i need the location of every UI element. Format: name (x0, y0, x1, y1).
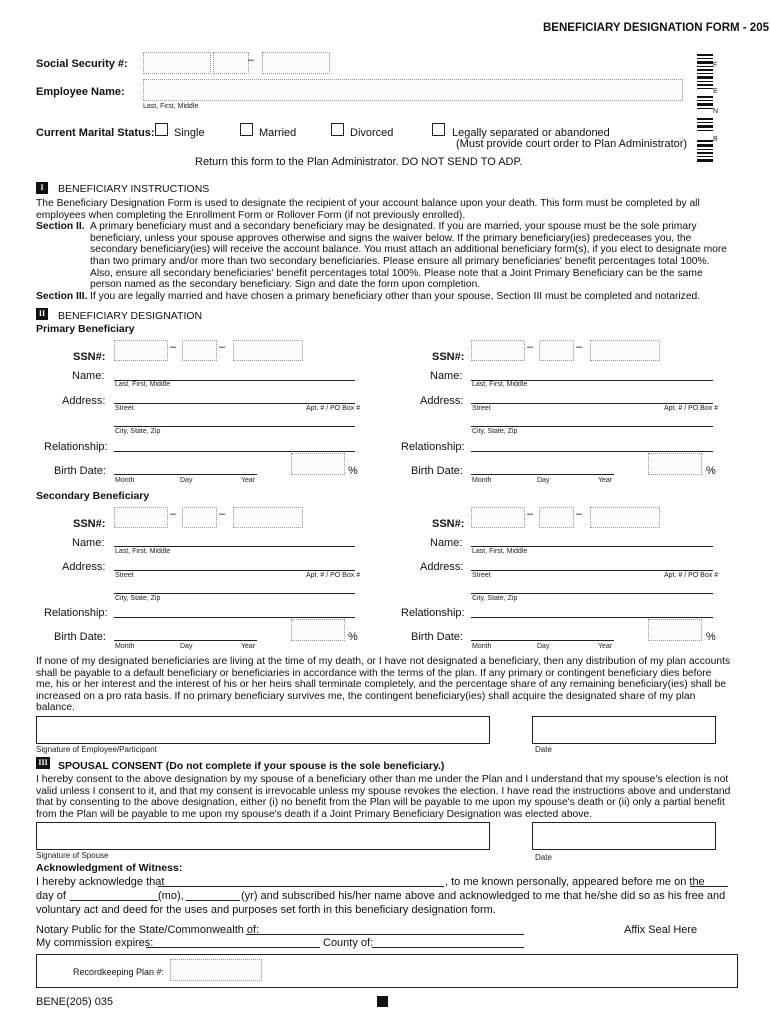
percent-sign: % (706, 631, 716, 643)
section-1-badge: I (36, 182, 48, 194)
ssn-field-part1[interactable] (114, 507, 168, 528)
relationship-label: Relationship: (44, 607, 108, 619)
percent-sign: % (706, 465, 716, 477)
affix-seal-label: Affix Seal Here (624, 924, 698, 936)
recordkeeping-box (36, 954, 738, 988)
birth-date-field[interactable] (114, 640, 257, 641)
section-3-text: If you are legally married and have chosen a primary beneficiary other than your spouse, Section III must be completed and notarized. (90, 290, 701, 302)
default-clause: increased on a pro rata basis. If no primary beneficiary survives me, the contingent beneficiary(ies) shall acquire the designated share of my plan (36, 690, 696, 702)
section-2-label: Section II. (36, 221, 85, 233)
birth-date-field[interactable] (471, 474, 614, 475)
name-hint: Last, First, Middle (472, 548, 528, 555)
birth-date-label: Birth Date: (54, 465, 106, 477)
section-3-label: Section III. (36, 290, 88, 302)
birth-date-label: Birth Date: (54, 631, 106, 643)
ssn-field-part2[interactable] (539, 340, 574, 361)
city-field[interactable] (114, 593, 355, 594)
ssn-field-part2[interactable] (182, 340, 217, 361)
relationship-field[interactable] (114, 451, 355, 452)
single-checkbox[interactable] (155, 123, 168, 136)
name-field[interactable] (114, 546, 355, 547)
default-clause: balance. (36, 702, 75, 714)
barcode-letter: F (713, 62, 718, 69)
witness-line1-end: , to me known personally, appeared before me on the (445, 876, 705, 888)
ssn-label: Social Security #: (36, 58, 128, 70)
birth-date-label: Birth Date: (411, 465, 463, 477)
street-field[interactable] (471, 570, 713, 571)
default-clause: If none of my designated beneficiaries are living at the time of my death, or I have not designated a beneficiary, then any distribution of my plan accounts (36, 656, 731, 667)
separated-label: Legally separated or abandoned (452, 127, 610, 139)
year-hint: Year (241, 643, 256, 650)
name-field[interactable] (471, 546, 713, 547)
ssn-dash: – (170, 508, 177, 520)
day-hint: Day (180, 643, 193, 650)
ssn-field-part3[interactable] (590, 507, 660, 528)
ssn-field-part2[interactable] (539, 507, 574, 528)
street-hint: Street (472, 405, 491, 412)
relationship-label: Relationship: (401, 607, 465, 619)
relationship-label: Relationship: (401, 441, 465, 453)
witness-line2-start: day of (36, 890, 66, 902)
spousal-consent-title: SPOUSAL CONSENT (Do not complete if your spouse is the sole beneficiary.) (58, 760, 445, 772)
relationship-field[interactable] (471, 617, 713, 618)
month-hint: Month (115, 643, 135, 650)
apt-hint: Apt. # / PO Box # (664, 572, 719, 579)
spouse-date-label: Date (535, 853, 552, 862)
separated-checkbox[interactable] (432, 123, 445, 136)
ssn-field-part1[interactable] (471, 340, 525, 361)
city-hint: City, State, Zip (115, 595, 161, 602)
barcode-letter: E (713, 88, 718, 95)
address-label: Address: (420, 395, 464, 407)
city-field[interactable] (471, 593, 713, 594)
ssn-dash: – (170, 341, 177, 353)
witness-line2-end: (yr) and subscribed his/her name above and acknowledged to me that he/she did so as his free and (241, 890, 726, 902)
notary-state-field[interactable] (246, 934, 524, 935)
default-clause: shall be payable to a default beneficiary or beneficiaries in accordance with the terms of the plan. If any primary or contingent beneficiary dies before (36, 667, 712, 679)
married-checkbox[interactable] (240, 123, 253, 136)
percent-field[interactable] (648, 453, 702, 475)
spouse-date-box[interactable] (532, 822, 716, 850)
percent-sign: % (348, 631, 358, 643)
city-hint: City, State, Zip (115, 428, 161, 435)
ssn-dash: – (219, 508, 226, 520)
ssn-label: SSN#: (73, 518, 106, 530)
employee-date-label: Date (535, 745, 552, 754)
witness-person-name-field[interactable] (158, 886, 444, 887)
divorced-label: Divorced (350, 127, 394, 139)
employee-signature-label: Signature of Employee/Participant (36, 745, 157, 754)
address-label: Address: (62, 395, 106, 407)
street-field[interactable] (114, 570, 355, 571)
divorced-checkbox[interactable] (331, 123, 344, 136)
commission-label: My commission expires: (36, 937, 154, 949)
witness-line3: voluntary act and deed for the uses and purposes set forth in this beneficiary designation form. (36, 904, 496, 916)
relationship-field[interactable] (471, 451, 713, 452)
street-hint: Street (115, 405, 134, 412)
employee-name-hint: Last, First, Middle (143, 103, 199, 110)
barcode-letter: B (713, 136, 718, 143)
county-label: County of: (323, 937, 374, 949)
designation-title: BENEFICIARY DESIGNATION (58, 310, 203, 322)
witness-year-field[interactable] (186, 900, 240, 901)
address-label: Address: (62, 561, 106, 573)
ssn-label: SSN#: (432, 351, 465, 363)
street-field[interactable] (114, 403, 355, 404)
instructions-intro-1: The Beneficiary Designation Form is used to designate the recipient of your account balance upon your death. This form must be completed by all (36, 198, 700, 209)
employee-signature-box[interactable] (36, 716, 490, 744)
return-note: Return this form to the Plan Administrator. DO NOT SEND TO ADP. (195, 156, 523, 168)
spousal-consent-text: that by consenting to the above designation, either (i) no benefit from the Plan will be payable to me upon my spouse's death or (ii) only a partial benefit (36, 797, 725, 809)
name-label: Name: (430, 370, 463, 382)
name-hint: Last, First, Middle (115, 381, 171, 388)
month-hint: Month (115, 477, 135, 484)
separated-note: (Must provide court order to Plan Administrator) (456, 138, 688, 150)
percent-sign: % (348, 465, 358, 477)
year-hint: Year (598, 477, 613, 484)
witness-heading: Acknowledgment of Witness: (36, 862, 183, 874)
birth-date-label: Birth Date: (411, 631, 463, 643)
name-hint: Last, First, Middle (115, 548, 171, 555)
witness-day-field[interactable] (690, 886, 728, 887)
employee-ssn-part3[interactable] (262, 52, 330, 74)
section-3-badge: III (36, 757, 50, 769)
ssn-field-part1[interactable] (471, 507, 525, 528)
county-field[interactable] (372, 947, 524, 948)
day-hint: Day (537, 643, 550, 650)
section-2-text: Also, ensure all secondary beneficiaries' benefit percentages total 100%. Please note that a Joint Primary Beneficiary can be the same (90, 267, 703, 279)
form-code: BENE(205) 035 (36, 996, 114, 1008)
witness-mo-label: (mo), (158, 890, 184, 902)
ssn-dash: – (576, 508, 583, 520)
ssn-field-part3[interactable] (590, 340, 660, 361)
section-2-badge: II (36, 308, 48, 320)
ssn-dash: – (527, 508, 534, 520)
secondary-heading: Secondary Beneficiary (36, 490, 150, 502)
name-label: Name: (72, 370, 105, 382)
form-title: BENEFICIARY DESIGNATION FORM - 205 (543, 22, 769, 34)
name-hint: Last, First, Middle (472, 381, 528, 388)
day-hint: Day (537, 477, 550, 484)
year-hint: Year (598, 643, 613, 650)
notary-label: Notary Public for the State/Commonwealth of: (36, 924, 260, 936)
instructions-intro-2: employees when completing the Enrollment Form or Rollover Form (if not previously enrolled). (36, 209, 466, 221)
primary-heading: Primary Beneficiary (36, 323, 135, 335)
marital-status-label: Current Marital Status: (36, 127, 155, 139)
ssn-dash: – (219, 341, 226, 353)
ssn-dash: – (576, 341, 583, 353)
married-label: Married (259, 127, 297, 139)
relationship-label: Relationship: (44, 441, 108, 453)
single-label: Single (174, 127, 205, 139)
section-2-text: beneficiary, unless your spouse approves otherwise and signs the waiver below. If the primary beneficiary(ies) predeceases you, the (90, 232, 692, 244)
day-hint: Day (180, 477, 193, 484)
section-2-text: person named as the secondary beneficiary. Sign and date the form upon completion. (90, 279, 481, 291)
name-label: Name: (430, 537, 463, 549)
registration-mark (377, 996, 388, 1007)
birth-date-field[interactable] (471, 640, 614, 641)
spousal-consent-text: valid unless I consent to it, and that my consent is irrevocable unless my spouse revokes the election. I have read the instructions above and understand (36, 785, 731, 797)
percent-field[interactable] (291, 453, 345, 475)
month-hint: Month (472, 643, 492, 650)
ssn-field-part2[interactable] (182, 507, 217, 528)
address-label: Address: (420, 561, 464, 573)
city-field[interactable] (471, 426, 713, 427)
section-2-text: secondary beneficiary(ies) will receive the account balance. You must attach an additional beneficiary form(s), if you elect to designate more (90, 244, 728, 256)
ssn-dash: – (527, 341, 534, 353)
employee-ssn-part1[interactable] (143, 52, 211, 74)
spousal-consent-text: from the Plan will be payable to me upon my spouse's death if a Joint Primary Beneficiary Designation was elected above. (36, 808, 593, 820)
instructions-title: BENEFICIARY INSTRUCTIONS (58, 183, 210, 195)
street-field[interactable] (471, 403, 713, 404)
apt-hint: Apt. # / PO Box # (664, 405, 719, 412)
barcode (697, 52, 719, 164)
recordkeeping-plan-field[interactable] (170, 959, 262, 981)
ssn-label: SSN#: (432, 518, 465, 530)
ssn-dash: – (248, 54, 255, 66)
year-hint: Year (241, 477, 256, 484)
month-hint: Month (472, 477, 492, 484)
spouse-signature-box[interactable] (36, 822, 490, 850)
section-2-text: than two primary and/or more than two secondary beneficiaries. Please ensure all primary beneficiaries' benefit percentages total 100%. (90, 256, 710, 267)
birth-date-field[interactable] (114, 474, 257, 475)
barcode-letter: N (713, 108, 719, 115)
section-2-text: A primary beneficiary must and a secondary beneficiary may be designated. If you are married, your spouse must be the sole primary (90, 221, 697, 233)
recordkeeping-label: Recordkeeping Plan #: (73, 967, 165, 977)
witness-line1-start: I hereby acknowledge that (36, 876, 165, 888)
commission-expires-field[interactable] (146, 947, 320, 948)
default-clause: me, his or her interest and the interest of his or her heirs shall terminate completely, and the percentage share of any remaining beneficiary(ies) shall be (36, 679, 727, 691)
city-hint: City, State, Zip (472, 428, 518, 435)
employee-name-field[interactable] (143, 79, 683, 101)
witness-month-field[interactable] (70, 900, 158, 901)
street-hint: Street (472, 572, 491, 579)
name-label: Name: (72, 537, 105, 549)
city-hint: City, State, Zip (472, 595, 518, 602)
employee-date-box[interactable] (532, 716, 716, 744)
ssn-field-part3[interactable] (233, 340, 303, 361)
city-field[interactable] (114, 426, 355, 427)
street-hint: Street (115, 572, 134, 579)
ssn-field-part1[interactable] (114, 340, 168, 361)
percent-field[interactable] (291, 619, 345, 641)
ssn-field-part3[interactable] (233, 507, 303, 528)
spouse-signature-label: Signature of Spouse (36, 851, 109, 860)
spousal-consent-text: I hereby consent to the above designation by my spouse of a beneficiary other than me under the Plan and I understand that my spouse's election is not (36, 774, 729, 785)
employee-name-label: Employee Name: (36, 86, 125, 98)
ssn-label: SSN#: (73, 351, 106, 363)
percent-field[interactable] (648, 619, 702, 641)
apt-hint: Apt. # / PO Box # (306, 572, 361, 579)
relationship-field[interactable] (114, 617, 355, 618)
apt-hint: Apt. # / PO Box # (306, 405, 361, 412)
employee-ssn-part2[interactable] (213, 52, 249, 74)
